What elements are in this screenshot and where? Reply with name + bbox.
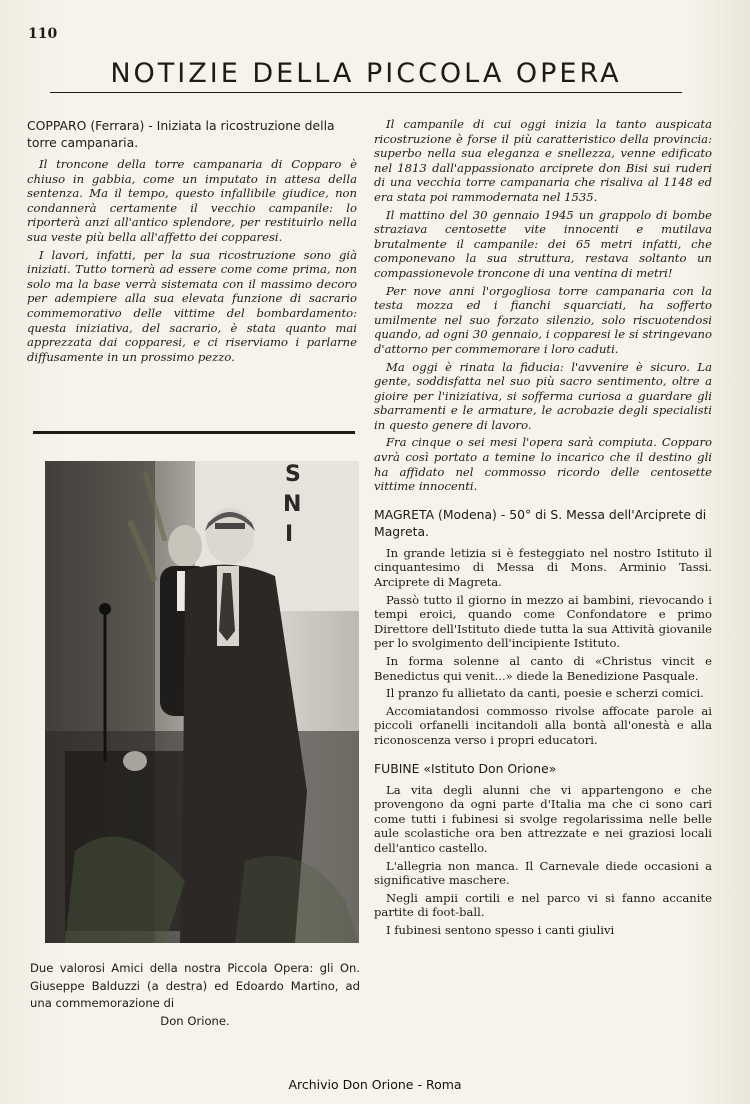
commemoration-photo	[45, 461, 359, 943]
fubine-heading: FUBINE «Istituto Don Orione»	[374, 760, 557, 776]
magreta-heading: MAGRETA (Modena) - 50° di S. Messa dell'Arciprete di Magreta.	[374, 506, 707, 539]
article-paragraph: Il campanile di cui oggi inizia la tanto auspicata ricostruzione è forse il più caratteristico della provincia: superbo nella sua eleganza e snellezza, venne edificato nel 1813 dall'appassionato arciprete don Bisi sui ruderi di una vecchia torre campanaria che risaliva al 1148 ed era stata poi rammodernata nel 1535.	[374, 117, 712, 204]
article-paragraph: Il troncone della torre campanaria di Copparo è chiuso in gabbia, come un imputato in attesa della sentenza. Ma il tempo, questo infallibile giudice, non condannerà certamente il vecchio campanile: lo riporterà anzi all'antico splendore, per restituirlo nella sua veste più bella all'affetto dei copparesi.	[27, 157, 357, 244]
svg-text:S: S	[285, 462, 301, 487]
photo-illustration	[45, 461, 359, 943]
article-paragraph: Il mattino del 30 gennaio 1945 un grappolo di bombe straziava centosette vite innocenti e mutilava brutalmente il campanile: dei 65 metri infatti, che componevano la sua struttura, restava soltanto un compassionevole troncone di una ventina di metri!	[374, 207, 712, 280]
page-number: 110	[28, 26, 58, 42]
article-paragraph: Passò tutto il giorno in mezzo ai bambini, rievocando i tempi eroici, quando come Confondatore e primo Direttore dell'Istituto diede tutta la sua Attività giovanile per lo svolgimento dell'incipiente Istituto.	[374, 592, 712, 651]
column-divider-rule	[33, 431, 355, 434]
article-paragraph: Negli ampii cortili e nel parco vi si fanno accanite partite di foot-ball.	[374, 890, 712, 920]
caption-text: Due valorosi Amici della nostra Piccola Opera: gli On. Giuseppe Balduzzi (a destra) ed Edoardo Martino, ad una commemorazione di	[30, 961, 360, 1010]
caption-text-last: Don Orione.	[160, 1013, 230, 1028]
svg-text:N: N	[283, 492, 302, 517]
article-paragraph: Fra cinque o sei mesi l'opera sarà compiuta. Copparo avrà così portato a temine lo incarico che il destino gli ha affidato nel commosso ricordo delle centosette vittime innocenti.	[374, 435, 712, 494]
article-paragraph: Ma oggi è rinata la fiducia: l'avvenire è sicuro. La gente, soddisfatta nel suo più sacro sentimento, oltre a gioire per l'iniziativa, si sofferma curiosa a guardare gli sbarramenti e le armature, le acrobazie degli specialisti in questo genere di lavoro.	[374, 359, 712, 432]
article-paragraph: Accomiatandosi commosso rivolse affocate parole ai piccoli orfanelli incitandoli alla bontà all'onestà e alla riconoscenza verso i propri educatori.	[374, 703, 712, 747]
article-paragraph: Il pranzo fu allietato da canti, poesie e scherzi comici.	[386, 686, 704, 701]
article-paragraph: Per nove anni l'orgogliosa torre campanaria con la testa mozza ed i fianchi squarciati, ha sofferto umilmente nel suo forzato silenzio, solo riscuotendosi quando, ad ogni 30 gennaio, i copparesi le si stringevano d'attorno per commemorare i loro caduti.	[374, 283, 712, 356]
article-paragraph: I fubinesi sentono spesso i canti giulivi	[386, 922, 615, 937]
copparo-heading: COPPARO (Ferrara) - Iniziata la ricostruzione della torre campanaria.	[27, 118, 335, 150]
article-paragraph: L'allegria non manca. Il Carnevale diede occasioni a significative maschere.	[374, 858, 712, 888]
archive-footer: Archivio Don Orione - Roma	[288, 1077, 462, 1092]
section-masthead: NOTIZIE DELLA PICCOLA OPERA	[50, 58, 682, 93]
svg-text:I: I	[285, 522, 294, 547]
photo-caption	[30, 960, 360, 1030]
article-paragraph: I lavori, infatti, per la sua ricostruzione sono già iniziati. Tutto tornerà ad essere come come prima, non solo ma la base verrà sistemata con il massimo decoro per adempiere alla sua elevata funzione di sacrario commemorativo delle vittime del bombardamento: questa iniziativa, del sacrario, è stata quanto mai apprezzata dai copparesi, e ci riserviamo i parlarne diffusamente in un prossimo pezzo.	[27, 247, 357, 364]
article-paragraph: In grande letizia si è festeggiato nel nostro Istituto il cinquantesimo di Messa di Mons. Arminio Tassi. Arciprete di Magreta.	[374, 545, 712, 590]
left-column	[27, 117, 357, 367]
article-paragraph: La vita degli alunni che vi appartengono e che provengono da ogni parte d'Italia ma che ci sono cari come tutti i fubinesi si svolge regolarissima nelle belle aule scolastiche ora ben attrezzate e nei graziosi locali dell'antico castello.	[374, 782, 712, 855]
right-column	[374, 117, 712, 941]
article-paragraph: In forma solenne al canto di «Christus vincit e Benedictus qui venit...» diede la Benedizione Pasquale.	[374, 654, 712, 683]
